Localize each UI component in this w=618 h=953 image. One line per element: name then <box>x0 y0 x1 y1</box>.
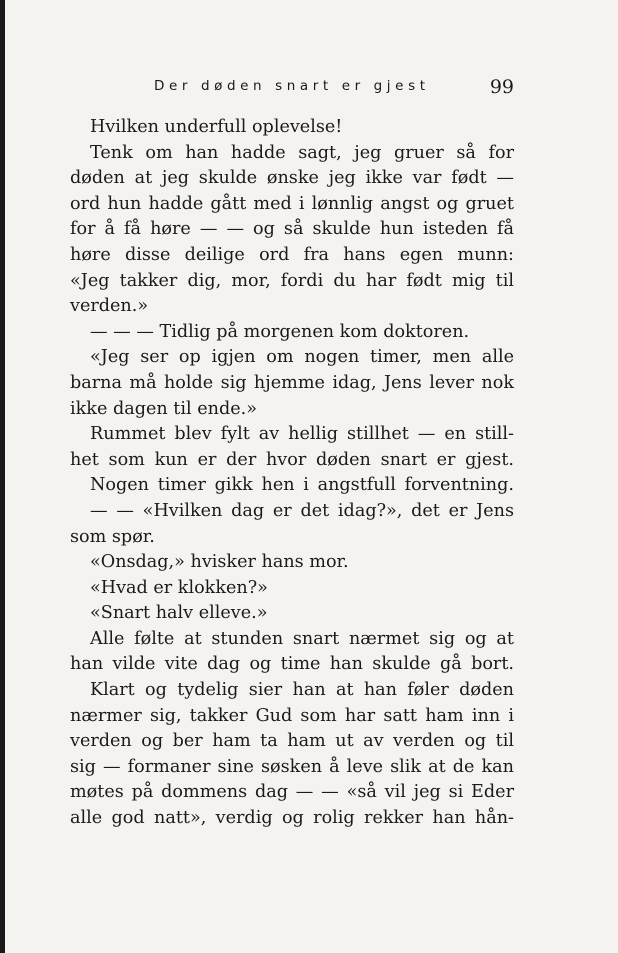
text-line: Tenk om han hadde sagt, jeg gruer så for <box>90 142 514 163</box>
text-line: «Jeg ser op igjen om nogen timer, men alle <box>90 347 514 368</box>
text-line: som spør. <box>70 526 155 547</box>
text-line: Alle følte at stunden snart nærmet sig og at <box>90 628 514 649</box>
text-line: het som kun er der hvor døden snart er gjest. <box>70 449 514 470</box>
page-edge <box>0 0 5 953</box>
text-line: «Snart halv elleve.» <box>90 603 268 624</box>
text-line: «Onsdag,» hvisker hans mor. <box>90 552 349 573</box>
text-line: ord hun hadde gått med i lønnlig angst og gruet <box>70 193 514 214</box>
text-line: nærmer sig, takker Gud som har satt ham inn i <box>70 705 514 726</box>
text-line: verden.» <box>70 296 149 317</box>
running-title: Der døden snart er gjest <box>154 78 430 94</box>
text-line: «Jeg takker dig, mor, fordi du har født mig til <box>70 270 514 291</box>
text-line: Rummet blev fylt av hellig stillhet — en still- <box>90 424 514 445</box>
text-line: — — «Hvilken dag er det idag?», det er Jens <box>90 500 514 521</box>
text-line: Klart og tydelig sier han at han føler døden <box>90 680 514 701</box>
page-number: 99 <box>489 76 514 98</box>
text-line: for å få høre — — og så skulde hun isteden få <box>70 219 514 240</box>
text-line: møtes på dommens dag — — «så vil jeg si Eder <box>70 782 514 803</box>
text-line: alle god natt», verdig og rolig rekker han hån- <box>70 808 514 829</box>
page-header <box>70 78 516 100</box>
text-line: verden og ber ham ta ham ut av verden og til <box>70 731 514 752</box>
text-line: han vilde vite dag og time han skulde gå bort. <box>70 654 514 675</box>
text-line: Hvilken underfull oplevelse! <box>90 117 343 137</box>
text-line: ikke dagen til ende.» <box>70 398 257 419</box>
text-line: barna må holde sig hjemme idag, Jens lever nok <box>70 372 514 393</box>
body-text <box>70 115 514 832</box>
text-line: døden at jeg skulde ønske jeg ikke var født — <box>70 168 514 189</box>
text-line: høre disse deilige ord fra hans egen munn: <box>70 244 514 265</box>
text-line: Nogen timer gikk hen i angstfull forventning. <box>90 475 514 496</box>
text-line: — — — Tidlig på morgenen kom doktoren. <box>90 321 470 342</box>
text-line: sig — formaner sine søsken å leve slik at de kan <box>70 756 514 777</box>
text-line: «Hvad er klokken?» <box>90 577 268 598</box>
